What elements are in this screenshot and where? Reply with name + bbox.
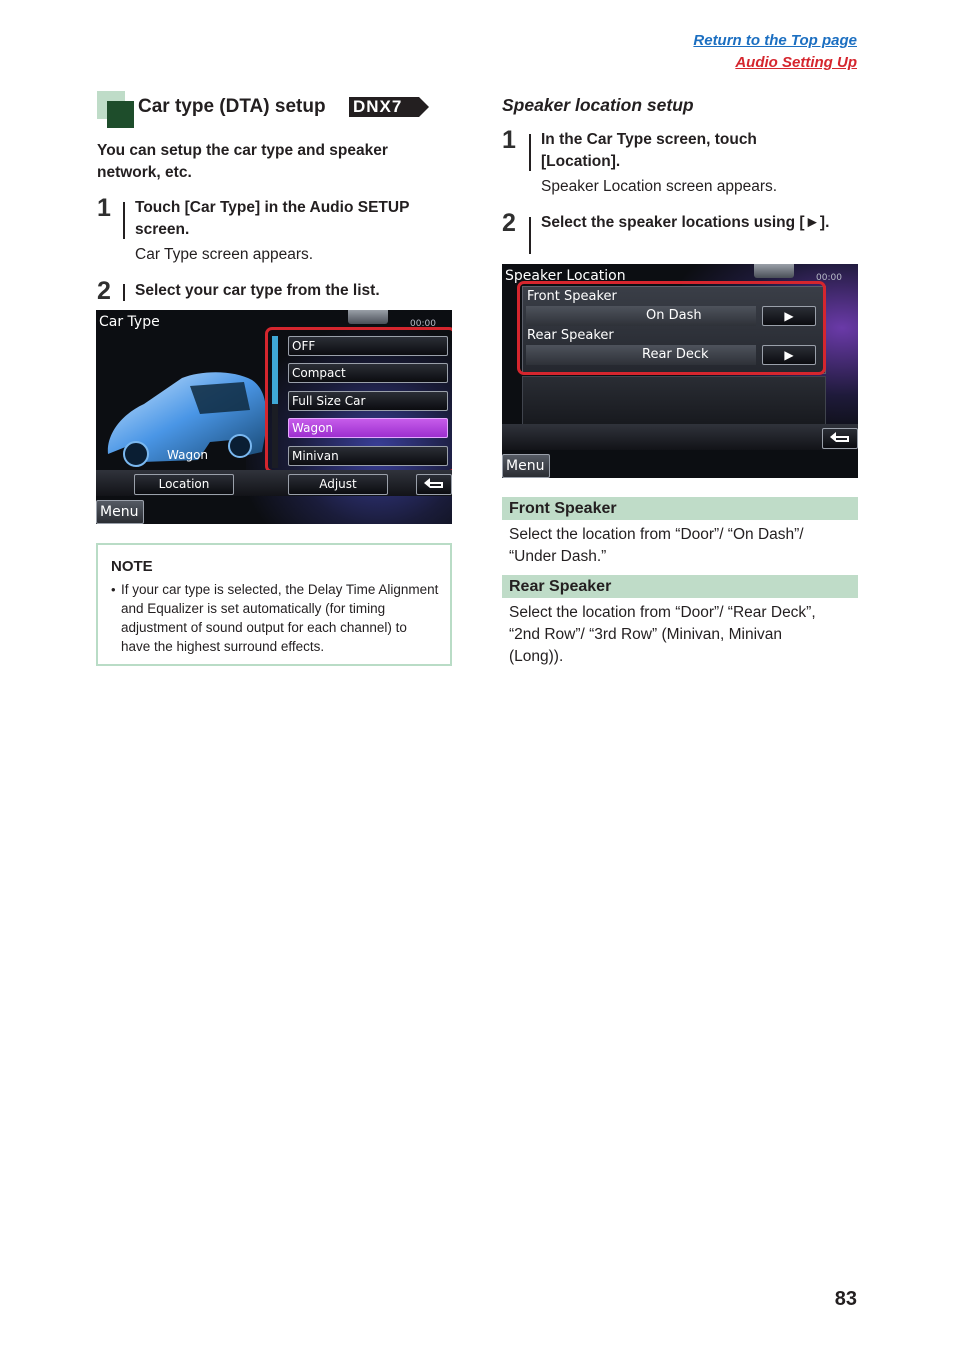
step-divider <box>529 134 531 171</box>
return-arrow-icon <box>422 475 446 491</box>
subsection-title: Speaker location setup <box>502 95 694 115</box>
note-heading: NOTE <box>111 558 153 575</box>
front-speaker-next-button[interactable]: ▶ <box>762 306 816 326</box>
front-speaker-value: On Dash <box>646 308 702 323</box>
section-marker-icon <box>97 91 134 128</box>
screen-title: Speaker Location <box>505 268 626 284</box>
note-bullet: • <box>111 582 116 597</box>
audio-setting-link[interactable]: Audio Setting Up <box>735 54 857 71</box>
car-type-screenshot <box>96 310 452 524</box>
back-button[interactable] <box>416 474 452 495</box>
step-number: 2 <box>97 277 111 305</box>
lower-panel <box>522 376 826 426</box>
step-number: 1 <box>502 126 516 154</box>
highlight-frame <box>265 327 452 473</box>
status-tab <box>754 264 794 278</box>
speaker-location-screenshot <box>502 264 858 478</box>
rear-speaker-term: Rear Speaker <box>502 575 858 598</box>
rear-speaker-value: Rear Deck <box>642 347 709 362</box>
car-type-option-wagon[interactable]: Wagon <box>288 418 448 438</box>
adjust-button[interactable]: Adjust <box>288 474 388 495</box>
rear-speaker-next-button[interactable]: ▶ <box>762 345 816 365</box>
menu-button[interactable]: Menu <box>96 500 144 524</box>
note-text: If your car type is selected, the Delay Time Alignment and Equalizer is set automatically (for timing adjustment of sound output for each channel) to have the highest surround effects. <box>121 582 439 654</box>
front-speaker-label: Front Speaker <box>527 289 617 304</box>
step-divider <box>529 217 531 254</box>
step-instruction: Select your car type from the list. <box>135 282 380 299</box>
back-button[interactable] <box>822 428 858 449</box>
location-button[interactable]: Location <box>134 474 234 495</box>
section-title: Car type (DTA) setup <box>138 96 326 117</box>
rear-speaker-label: Rear Speaker <box>527 328 614 343</box>
clock: 00:00 <box>816 273 842 283</box>
note-box <box>96 543 452 666</box>
car-type-option-compact[interactable]: Compact <box>288 363 448 383</box>
step-divider <box>123 284 125 301</box>
page-number: 83 <box>834 1288 857 1310</box>
rear-speaker-desc: Select the location from “Door”/ “Rear Deck”, “2nd Row”/ “3rd Row” (Minivan, Minivan (Long)). <box>509 604 816 665</box>
step-number: 2 <box>502 209 516 237</box>
front-speaker-term: Front Speaker <box>502 497 858 520</box>
status-tab <box>348 310 388 324</box>
car-type-option-minivan[interactable]: Minivan <box>288 446 448 466</box>
model-badge <box>349 97 429 117</box>
step-divider <box>123 202 125 239</box>
step-instruction: Select the speaker locations using [►]. <box>541 214 830 231</box>
front-speaker-desc: Select the location from “Door”/ “On Dash”/ “Under Dash.” <box>509 526 804 565</box>
return-arrow-icon <box>828 429 852 445</box>
button-bar <box>502 424 858 450</box>
step-number: 1 <box>97 194 111 222</box>
menu-button[interactable]: Menu <box>502 454 550 478</box>
step-instruction: Touch [Car Type] in the Audio SETUP screen. <box>135 199 410 238</box>
car-type-option-full-size[interactable]: Full Size Car <box>288 391 448 411</box>
return-top-link[interactable]: Return to the Top page <box>693 32 857 49</box>
car-type-label: Wagon <box>167 448 209 462</box>
step-instruction: In the Car Type screen, touch [Location]. <box>541 131 757 170</box>
step-result: Car Type screen appears. <box>135 246 314 263</box>
car-type-option-off[interactable]: OFF <box>288 336 448 356</box>
step-result: Speaker Location screen appears. <box>541 178 778 195</box>
highlight-frame <box>517 281 826 375</box>
model-badge-label: DNX7 <box>353 97 403 116</box>
intro-text: You can setup the car type and speaker network, etc. <box>97 142 388 181</box>
clock: 00:00 <box>410 319 436 329</box>
screen-title: Car Type <box>99 314 160 330</box>
